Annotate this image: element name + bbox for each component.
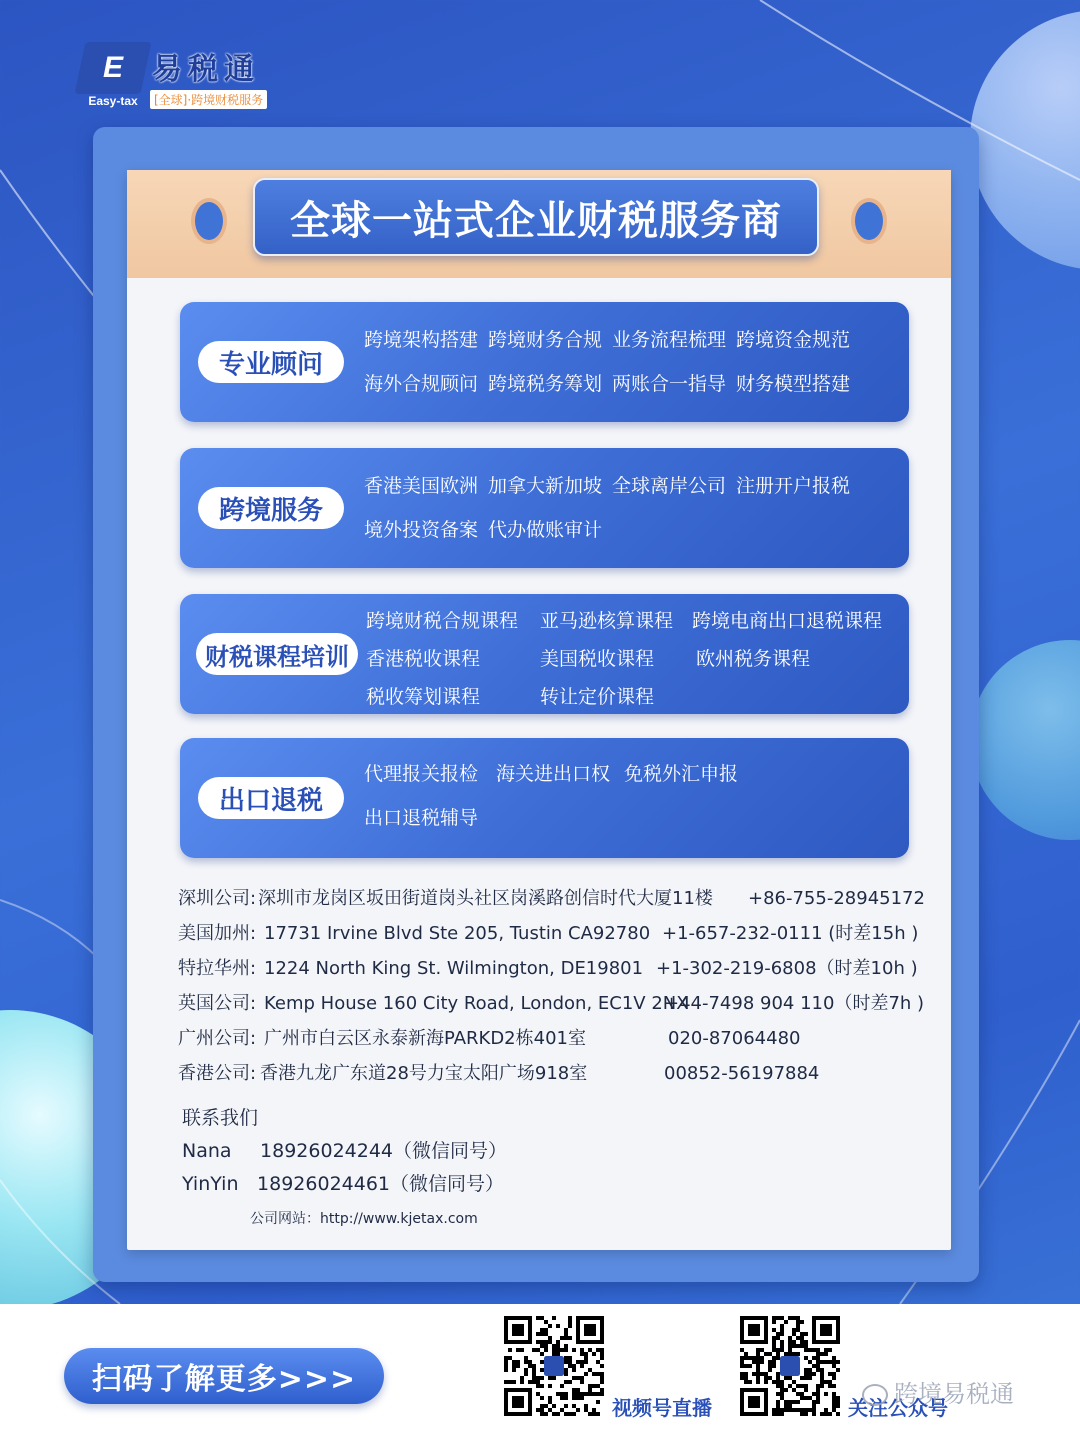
service-item: 境外投资备案 <box>364 519 479 541</box>
office-address: Kemp House 160 City Road, London, EC1V 2NX <box>264 993 689 1014</box>
sheet-header <box>127 170 951 278</box>
service-item: 转让定价课程 <box>540 685 655 708</box>
service-card-training <box>180 594 909 714</box>
page-title: 全球一站式企业财税服务商 <box>290 197 782 244</box>
service-item: 两账合一指导 <box>612 373 727 395</box>
office-row <box>178 954 918 989</box>
service-card-cross-border <box>180 448 909 568</box>
logo-chinese-name: 易税通 <box>152 52 260 87</box>
logo-tagline: [全球]·跨境财税服务 <box>150 90 267 109</box>
service-item: 跨境电商出口退税课程 <box>692 609 883 632</box>
office-phone: +1-302-219-6808（时差10h ) <box>656 958 918 979</box>
office-label: 特拉华州: <box>178 958 257 979</box>
watermark-text: 跨境易税通 <box>894 1380 1014 1408</box>
office-label: 广州公司: <box>178 1028 257 1049</box>
service-item: 税收筹划课程 <box>366 685 481 708</box>
service-item: 跨境资金规范 <box>736 329 851 351</box>
contact-section <box>182 1103 507 1201</box>
service-item: 业务流程梳理 <box>612 329 727 351</box>
office-phone: +44-7498 904 110（时差7h ) <box>664 993 925 1014</box>
card-label: 出口退税 <box>198 777 344 819</box>
service-item: 财务模型搭建 <box>736 373 851 395</box>
office-label: 英国公司: <box>178 993 257 1014</box>
service-item: 跨境财税合规课程 <box>366 609 519 632</box>
office-row <box>178 989 925 1024</box>
office-phone: +86-755-28945172 <box>748 888 925 909</box>
service-item: 代理报关报检 <box>364 763 479 785</box>
item-row <box>366 638 882 676</box>
service-item: 美国税收课程 <box>540 647 655 670</box>
service-item: 香港美国欧洲 <box>364 475 479 497</box>
item-row <box>364 796 748 840</box>
office-address: 1224 North King St. Wilmington, DE19801 <box>264 958 644 979</box>
service-item: 全球离岸公司 <box>612 475 727 497</box>
item-row <box>364 752 748 796</box>
office-address: 17731 Irvine Blvd Ste 205, Tustin CA92780 <box>264 923 651 944</box>
service-item: 免税外汇申报 <box>624 763 739 785</box>
card-items <box>364 752 748 840</box>
service-item: 跨境税务筹划 <box>488 373 603 395</box>
item-row <box>364 362 860 406</box>
qr-account-label: 关注公众号 <box>848 1396 948 1420</box>
office-label: 美国加州: <box>178 923 257 944</box>
service-item: 欧州税务课程 <box>696 647 811 670</box>
logo-english-name: Easy-tax <box>88 94 138 108</box>
contact-phone: 18926024244（微信同号） <box>260 1140 508 1162</box>
service-item: 亚马逊核算课程 <box>540 609 674 632</box>
service-item: 注册开户报税 <box>736 475 851 497</box>
service-card-export-rebate <box>180 738 909 858</box>
item-row <box>366 676 882 714</box>
contact-person <box>182 1168 507 1201</box>
contact-name: Nana <box>182 1140 232 1162</box>
wechat-icon <box>862 1384 888 1406</box>
qr-video-label: 视频号直播 <box>612 1396 712 1420</box>
service-item: 跨境财务合规 <box>488 329 603 351</box>
office-row <box>178 919 918 954</box>
scan-more-button[interactable]: 扫码了解更多>>> <box>64 1348 384 1404</box>
service-item: 加拿大新加坡 <box>488 475 603 497</box>
logo-mark-icon: E <box>74 42 151 94</box>
office-row <box>178 884 925 919</box>
binder-hole-left-icon <box>191 198 227 244</box>
binder-hole-right-icon <box>851 198 887 244</box>
service-card-consulting <box>180 302 909 422</box>
contact-name: YinYin <box>182 1173 239 1195</box>
card-label: 跨境服务 <box>198 487 344 529</box>
qr-code-account-icon[interactable] <box>740 1316 840 1416</box>
contact-person <box>182 1135 507 1168</box>
office-address: 深圳市龙岗区坂田街道岗头社区岗溪路创信时代大厦11楼 <box>258 888 713 909</box>
service-item: 跨境架构搭建 <box>364 329 479 351</box>
service-item: 代办做账审计 <box>488 519 603 541</box>
qr-code-video-icon[interactable] <box>504 1316 604 1416</box>
office-phone: 020-87064480 <box>668 1028 801 1049</box>
website-link[interactable]: 公司网站：http://www.kjetax.com <box>250 1211 478 1227</box>
contact-phone: 18926024461（微信同号） <box>257 1173 505 1195</box>
brand-logo <box>80 40 290 110</box>
card-items <box>364 318 860 406</box>
office-address: 广州市白云区永泰新海PARKD2栋401室 <box>264 1028 586 1049</box>
service-item: 香港税收课程 <box>366 647 481 670</box>
office-label: 香港公司: <box>178 1063 257 1084</box>
office-row <box>178 1024 918 1059</box>
card-items <box>364 464 860 552</box>
service-item: 海外合规顾问 <box>364 373 479 395</box>
card-label: 财税课程培训 <box>196 633 358 675</box>
item-row <box>364 464 860 508</box>
bottom-bar <box>0 1304 1080 1440</box>
office-label: 深圳公司: <box>178 888 257 909</box>
office-address: 香港九龙广东道28号力宝太阳广场918室 <box>260 1063 588 1084</box>
service-item: 出口退税辅导 <box>364 807 479 829</box>
card-items <box>366 600 882 714</box>
service-item: 海关进出口权 <box>496 763 611 785</box>
item-row <box>364 508 860 552</box>
contact-heading: 联系我们 <box>182 1107 259 1129</box>
item-row <box>366 600 882 638</box>
office-phone: +1-657-232-0111 (时差15h ) <box>662 923 919 944</box>
watermark <box>862 1374 1014 1409</box>
office-phone: 00852-56197884 <box>664 1063 820 1084</box>
office-row <box>178 1059 918 1094</box>
title-banner <box>253 178 819 256</box>
office-list <box>178 884 925 1094</box>
card-label: 专业顾问 <box>198 341 344 383</box>
item-row <box>364 318 860 362</box>
